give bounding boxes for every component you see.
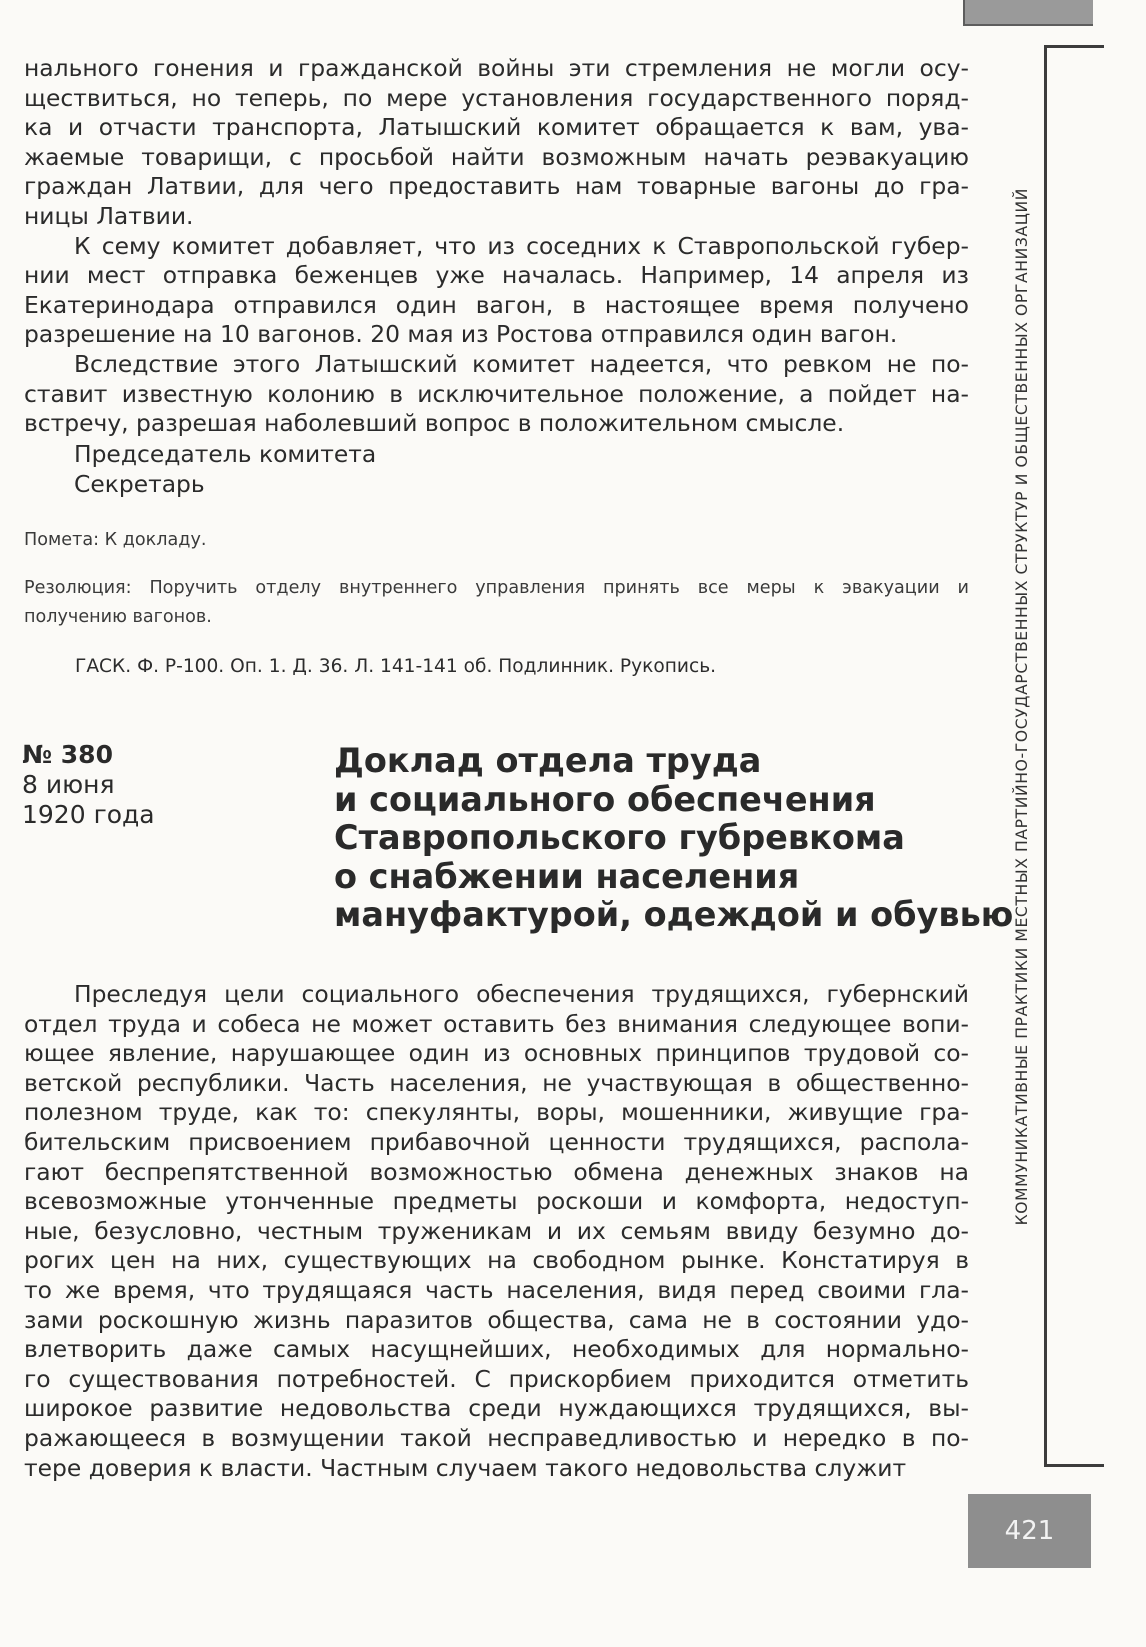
text-line: ющее явление, нарушающее один из основных принципов трудовой со- (24, 1039, 969, 1068)
running-header-text: КОММУНИКАТИВНЫЕ ПРАКТИКИ МЕСТНЫХ ПАРТИЙНО-ГОСУДАРСТВЕННЫХ СТРУКТУР И ОБЩЕСТВЕННЫХ ОРГАНИЗАЦИЙ (1013, 188, 1031, 1226)
running-header (1002, 42, 1042, 1372)
report-body (24, 980, 969, 1483)
signature-chairman: Председатель комитета (74, 439, 377, 468)
page-number: 421 (1004, 1516, 1055, 1546)
text-line: нального гонения и гражданской войны эти стремления не могли осу- (24, 54, 969, 82)
text-line: гают беспрепятственной возможностью обмена денежных знаков на (24, 1157, 969, 1186)
document-number-block (22, 740, 155, 830)
signature-secretary: Секретарь (74, 469, 205, 498)
text-line: К сему комитет добавляет, что из соседних к Ставропольской губер- (74, 231, 969, 260)
text-line: ражающееся в возмущении такой несправедливостью и нередко в по- (24, 1423, 969, 1452)
text-line: ка и отчасти транспорта, Латышский комитет обращается к вам, ува- (24, 113, 969, 142)
title-line: и социального обеспечения (334, 779, 876, 819)
resolution-line: Резолюция: Поручить отделу внутреннего управления принять все меры к эвакуации и (24, 578, 969, 598)
text-line: го существования потребностей. С прискорбием приходится отметить (24, 1364, 969, 1393)
resolution (24, 574, 969, 632)
text-line: ветской республики. Часть населения, не участвующая в общественно- (24, 1068, 969, 1097)
text-line: отдел труда и собеса не может оставить без внимания следующее вопи- (24, 1009, 969, 1038)
note-mark (24, 526, 969, 555)
text-line: ные, безусловно, честным труженикам и их семьям ввиду безумно до- (24, 1216, 969, 1245)
margin-frame (1044, 45, 1104, 1467)
text-line: полезном труде, как то: спекулянты, воры, мошенники, живущие гра- (24, 1098, 969, 1127)
title-line: Доклад отдела труда (334, 741, 762, 780)
title-line: о снабжении населения (334, 856, 800, 896)
text-line: ставит известную колонию в исключительное положение, а пойдет на- (24, 379, 969, 408)
text-line: всевозможные утонченные предметы роскоши и комфорта, недоступ- (24, 1187, 969, 1216)
paragraph-2 (24, 232, 969, 350)
top-corner-tab (963, 0, 1093, 26)
text-line: влетворить даже самых насущнейших, необходимых для нормально- (24, 1335, 969, 1364)
archive-reference: ГАСК. Ф. Р-100. Оп. 1. Д. 36. Л. 141-141 об. Подлинник. Рукопись. (75, 656, 717, 677)
text-line: бительским присвоением прибавочной ценности трудящихся, распола- (24, 1127, 969, 1156)
paragraph-4 (24, 980, 969, 1483)
note-mark-text: Помета: К докладу. (24, 530, 207, 550)
document-date-day: 8 июня (22, 770, 115, 799)
text-line: тере доверия к власти. Частным случаем такого недовольства служит (24, 1453, 907, 1482)
text-line: Вследствие этого Латышский комитет надеется, что ревком не по- (74, 349, 969, 378)
text-line: граждан Латвии, для чего предоставить нам товарные вагоны до гра- (24, 172, 969, 201)
paragraph-1 (24, 54, 969, 232)
letter-body (24, 54, 969, 499)
document-title (334, 741, 1014, 935)
text-line: ществиться, но теперь, по мере установления государственного поряд- (24, 83, 969, 112)
document-date-year: 1920 года (22, 800, 155, 829)
text-line: Преследуя цели социального обеспечения трудящихся, губернский (74, 980, 969, 1008)
title-line: Ставропольского губревкома (334, 818, 905, 857)
text-line: нии мест отправка беженцев уже началась. Например, 14 апреля из (24, 261, 969, 290)
document-number: № 380 (22, 740, 113, 769)
text-line: ницы Латвии. (24, 201, 194, 230)
title-line: мануфактурой, одеждой и обувью (334, 895, 1014, 934)
resolution-line: получению вагонов. (24, 607, 212, 627)
text-line: рогих цен на них, существующих на свободном рынке. Констатируя в (24, 1246, 969, 1275)
text-line: жаемые товарищи, с просьбой найти возможным начать реэвакуацию (24, 142, 969, 171)
text-line: широкое развитие недовольства среди нуждающихся трудящихся, вы- (24, 1394, 969, 1423)
paragraph-3 (24, 350, 969, 439)
page-number-box (968, 1494, 1091, 1568)
text-line: зами роскошную жизнь паразитов общества, сама не в состоянии удо- (24, 1305, 969, 1334)
text-line: встречу, разрешая наболевший вопрос в положительном смысле. (24, 409, 845, 438)
text-line: Екатеринодара отправился один вагон, в настоящее время получено (24, 290, 969, 319)
text-line: то же время, что трудящаяся часть населения, видя перед своими гла- (24, 1275, 969, 1304)
text-line: разрешение на 10 вагонов. 20 мая из Ростова отправился один вагон. (24, 320, 898, 349)
